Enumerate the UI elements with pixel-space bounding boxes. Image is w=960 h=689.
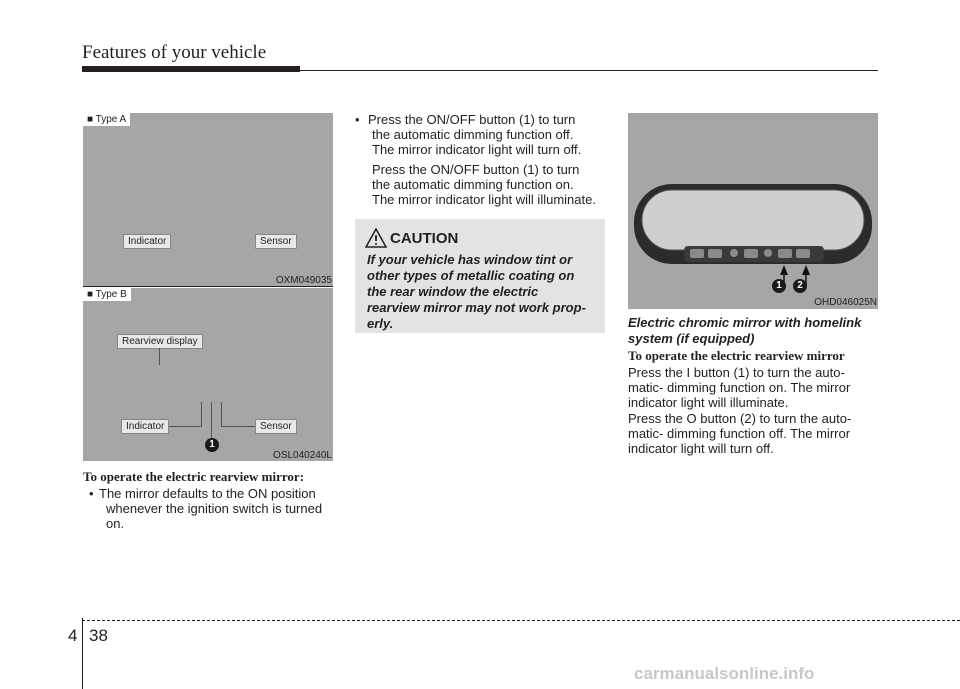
caution-line-5: erly. [367, 316, 394, 331]
rearview-display-leader [159, 348, 160, 365]
right-p2-line-2: matic- dimming function off. The mirror [628, 426, 851, 441]
left-bullet [89, 486, 339, 531]
left-bullet-line-2: whenever the ignition switch is turned [106, 501, 323, 516]
footer-divider [82, 618, 83, 689]
caution-text [367, 252, 599, 332]
type-a-label: ■ Type A [83, 113, 130, 126]
section-heading [628, 315, 861, 347]
middle-paragraph [372, 162, 612, 207]
middle-bullet [355, 112, 610, 157]
caution-line-3: the rear window the electric [367, 284, 539, 299]
indicator-leader-v [201, 402, 202, 427]
right-p2-line-1: Press the O button (2) to turn the auto- [628, 411, 852, 426]
page-number: 38 [89, 626, 108, 645]
middle-para-line-2: the automatic dimming function on. [372, 177, 574, 192]
caution-title: CAUTION [390, 230, 459, 247]
right-paragraph-2 [628, 411, 880, 456]
right-p2-line-3: indicator light will turn off. [628, 441, 774, 456]
figure-type-b [83, 288, 333, 461]
right-paragraph-1 [628, 365, 880, 410]
sensor-leader-h [221, 426, 255, 427]
warning-triangle-icon [365, 228, 387, 248]
type-b-figure-code: OSL040240L [273, 450, 332, 461]
middle-para-line-3: The mirror indicator light will illuminate. [372, 192, 596, 207]
section-heading-line-2: system (if equipped) [628, 331, 755, 346]
center-leader [211, 402, 212, 439]
rearview-mirror-illustration [628, 113, 878, 309]
left-bullet-line-3: on. [106, 516, 125, 531]
type-a-sensor-label: Sensor [255, 234, 297, 249]
header-bar [82, 66, 300, 72]
mirror-callout-2: 2 [793, 279, 807, 293]
type-b-indicator-label: Indicator [121, 419, 169, 434]
type-a-figure-code: OXM049035 [275, 275, 332, 286]
caution-line-4: rearview mirror may not work prop- [367, 300, 586, 315]
type-a-indicator-label: Indicator [123, 234, 171, 249]
figure-mirror [628, 113, 878, 309]
figure-divider [83, 286, 333, 287]
middle-bullet-line-1: Press the ON/OFF button (1) to turn [368, 112, 576, 127]
type-b-sensor-label: Sensor [255, 419, 297, 434]
caution-line-1: If your vehicle has window tint or [367, 252, 573, 267]
page-header-title: Features of your vehicle [82, 42, 267, 63]
left-bullet-line-1: The mirror defaults to the ON position [99, 486, 316, 501]
caution-line-2: other types of metallic coating on [367, 268, 575, 283]
right-p1-line-3: indicator light will illuminate. [628, 395, 789, 410]
right-p1-line-2: matic- dimming function on. The mirror [628, 380, 851, 395]
watermark: carmanualsonline.info [634, 664, 815, 683]
footer-rule [82, 620, 960, 622]
mirror-callout-1: 1 [772, 279, 786, 293]
section-heading-line-1: Electric chromic mirror with homelink [628, 315, 862, 330]
figure-type-a [83, 113, 333, 287]
bullet-dot: • [355, 112, 360, 127]
middle-para-line-1: Press the ON/OFF button (1) to turn [372, 162, 580, 177]
right-p1-line-1: Press the I button (1) to turn the auto- [628, 365, 845, 380]
middle-bullet-line-3: The mirror indicator light will turn off. [372, 142, 582, 157]
bullet-dot: • [89, 486, 94, 501]
caution-box [355, 219, 605, 333]
callout-1-circle: 1 [205, 438, 219, 452]
sensor-leader-v [221, 402, 222, 427]
indicator-leader-h [169, 426, 201, 427]
mirror-figure-code: OHD046025N [814, 297, 877, 308]
left-heading: To operate the electric rearview mirror: [83, 469, 305, 484]
middle-bullet-line-2: the automatic dimming function off. [372, 127, 574, 142]
right-heading: To operate the electric rearview mirror [628, 348, 845, 363]
chapter-number: 4 [68, 626, 78, 645]
header-rule [300, 70, 878, 71]
type-b-label: ■ Type B [83, 288, 131, 301]
type-b-rearview-display-label: Rearview display [117, 334, 203, 349]
